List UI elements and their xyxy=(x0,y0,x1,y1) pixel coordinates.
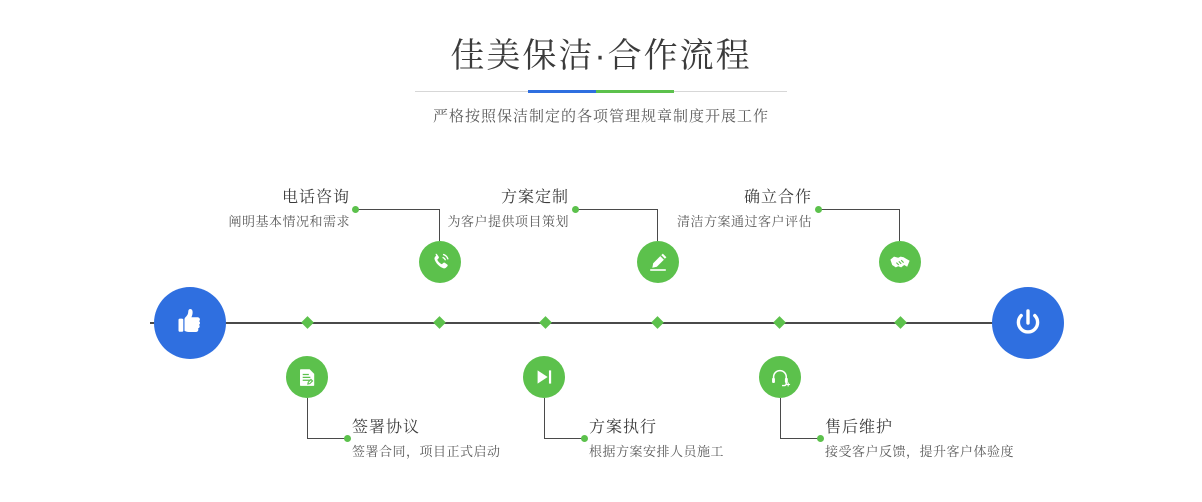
step-4-title: 方案执行 xyxy=(589,419,658,436)
divider-accent-green xyxy=(596,90,674,93)
step-5-label xyxy=(665,188,812,232)
step-2-desc: 签署合同，项目正式启动 xyxy=(352,444,501,459)
page-subtitle: 严格按照保洁制定的各项管理规章制度开展工作 xyxy=(432,108,769,125)
step-2-connector-dot xyxy=(344,435,351,442)
timeline-axis xyxy=(150,322,1052,324)
step-2-connector-vertical xyxy=(307,398,308,438)
step-5-connector-dot xyxy=(815,206,822,213)
divider-accent-blue xyxy=(528,90,596,93)
step-1-node[interactable] xyxy=(419,241,461,283)
document-edit-icon xyxy=(296,366,319,389)
step-2-label xyxy=(352,418,501,462)
step-4-node[interactable] xyxy=(523,356,565,398)
step-6-desc: 接受客户反馈，提升客户体验度 xyxy=(825,444,1015,459)
header xyxy=(0,34,1202,126)
step-1-desc: 阐明基本情况和需求 xyxy=(228,214,350,229)
axis-marker-6 xyxy=(894,316,907,329)
step-4-label xyxy=(589,418,724,462)
play-forward-icon xyxy=(533,366,555,388)
step-3-connector-dot xyxy=(572,206,579,213)
step-6-title: 售后维护 xyxy=(825,419,894,436)
handshake-icon xyxy=(888,250,912,274)
step-4-connector-dot xyxy=(581,435,588,442)
step-2-node[interactable] xyxy=(286,356,328,398)
step-6-node[interactable] xyxy=(759,356,801,398)
step-1-label xyxy=(205,188,350,232)
flow-area xyxy=(0,160,1202,502)
step-6-connector-vertical xyxy=(780,398,781,438)
axis-marker-5 xyxy=(773,316,786,329)
axis-marker-4 xyxy=(651,316,664,329)
step-2-title: 签署协议 xyxy=(352,419,421,436)
step-3-desc: 为客户提供项目策划 xyxy=(447,214,569,229)
step-3-node[interactable] xyxy=(637,241,679,283)
step-3-title: 方案定制 xyxy=(500,189,569,206)
phone-call-icon xyxy=(428,250,452,274)
step-5-title: 确立合作 xyxy=(743,189,812,206)
axis-marker-2 xyxy=(433,316,446,329)
step-3-label xyxy=(424,188,569,232)
page-title: 佳美保洁·合作流程 xyxy=(450,37,752,75)
thumbs-up-icon xyxy=(171,304,209,342)
flow-start-node xyxy=(154,287,226,359)
step-4-desc: 根据方案安排人员施工 xyxy=(589,444,725,459)
step-6-connector-horizontal xyxy=(780,438,820,439)
power-icon xyxy=(1010,305,1046,341)
step-5-desc: 清洁方案通过客户评估 xyxy=(676,214,812,229)
step-5-node[interactable] xyxy=(879,241,921,283)
step-2-connector-horizontal xyxy=(307,438,347,439)
step-6-connector-dot xyxy=(817,435,824,442)
step-4-connector-vertical xyxy=(544,398,545,438)
step-6-label xyxy=(825,418,1014,462)
step-1-title: 电话咨询 xyxy=(281,189,350,206)
axis-marker-3 xyxy=(539,316,552,329)
step-3-connector-horizontal xyxy=(575,209,658,210)
step-5-connector-vertical xyxy=(899,209,900,241)
axis-marker-1 xyxy=(301,316,314,329)
flow-end-node xyxy=(992,287,1064,359)
headset-support-icon xyxy=(769,366,792,389)
pencil-ruler-icon xyxy=(646,250,670,274)
step-5-connector-horizontal xyxy=(818,209,900,210)
title-divider xyxy=(415,90,787,93)
step-3-connector-vertical xyxy=(657,209,658,241)
step-4-connector-horizontal xyxy=(544,438,584,439)
step-1-connector-dot xyxy=(352,206,359,213)
